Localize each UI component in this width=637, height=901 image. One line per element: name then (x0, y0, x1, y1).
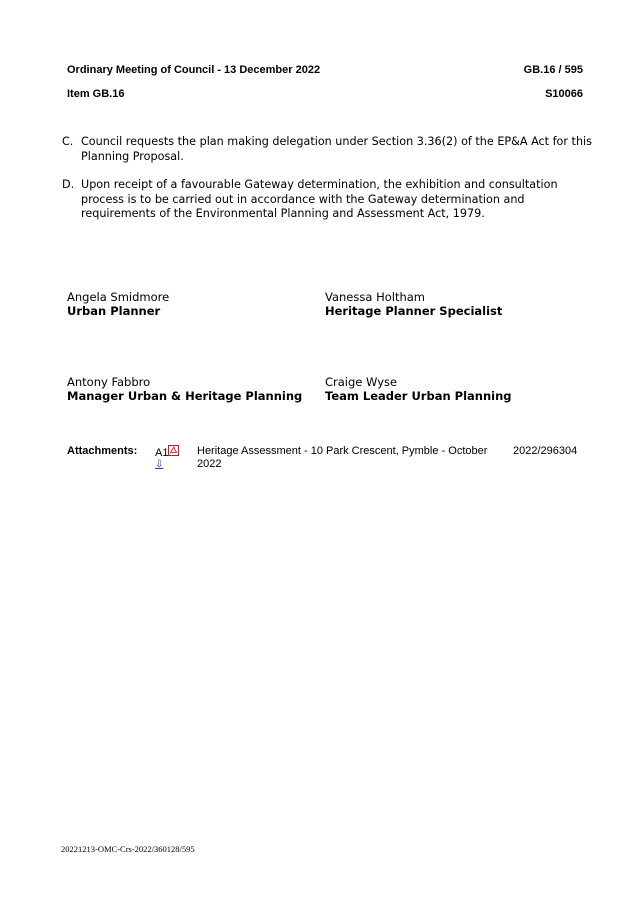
signatory-block (67, 290, 169, 318)
signatory-title: Team Leader Urban Planning (325, 389, 512, 403)
signatory-title: Urban Planner (67, 304, 161, 318)
pdf-icon[interactable] (168, 445, 179, 456)
item-number: Item GB.16 (67, 88, 125, 100)
attachment-title[interactable]: Heritage Assessment - 10 Park Crescent, Pymble - October 2022 (197, 445, 488, 470)
signatory-block (325, 290, 502, 318)
page-reference: GB.16 / 595 (523, 64, 583, 76)
item-letter: C. (62, 135, 74, 148)
recommendation-item-c (62, 135, 592, 164)
signatory-block (67, 375, 302, 403)
file-reference: S10066 (545, 88, 583, 100)
attachment-id: A1 (155, 447, 169, 459)
item-letter: D. (62, 178, 75, 191)
attachments-label: Attachments: (67, 445, 138, 457)
download-icon[interactable]: ⇩ (155, 459, 164, 470)
item-text: Council requests the plan making delegation under Section 3.36(2) of the EP&A Act for this Planning Proposal. (81, 135, 592, 163)
signatory-block (325, 375, 512, 403)
signatory-name: Antony Fabbro (67, 375, 151, 389)
signatory-name: Vanessa Holtham (325, 290, 425, 304)
signatory-title: Manager Urban & Heritage Planning (67, 389, 303, 403)
document-footer: 20221213-OMC-Crs-2022/360128/595 (61, 844, 195, 854)
signatory-title: Heritage Planner Specialist (325, 304, 503, 318)
attachment-reference: 2022/296304 (513, 445, 578, 457)
recommendation-item-d (62, 178, 592, 222)
meeting-title: Ordinary Meeting of Council - 13 December 2022 (67, 64, 321, 76)
signatory-name: Craige Wyse (325, 375, 398, 389)
signatory-name: Angela Smidmore (67, 290, 170, 304)
item-text: Upon receipt of a favourable Gateway determination, the exhibition and consultation process is to be carried out in accordance with the Gateway determination and requirements of the Environmental Planning and Assessment Act, 1979. (81, 178, 558, 220)
